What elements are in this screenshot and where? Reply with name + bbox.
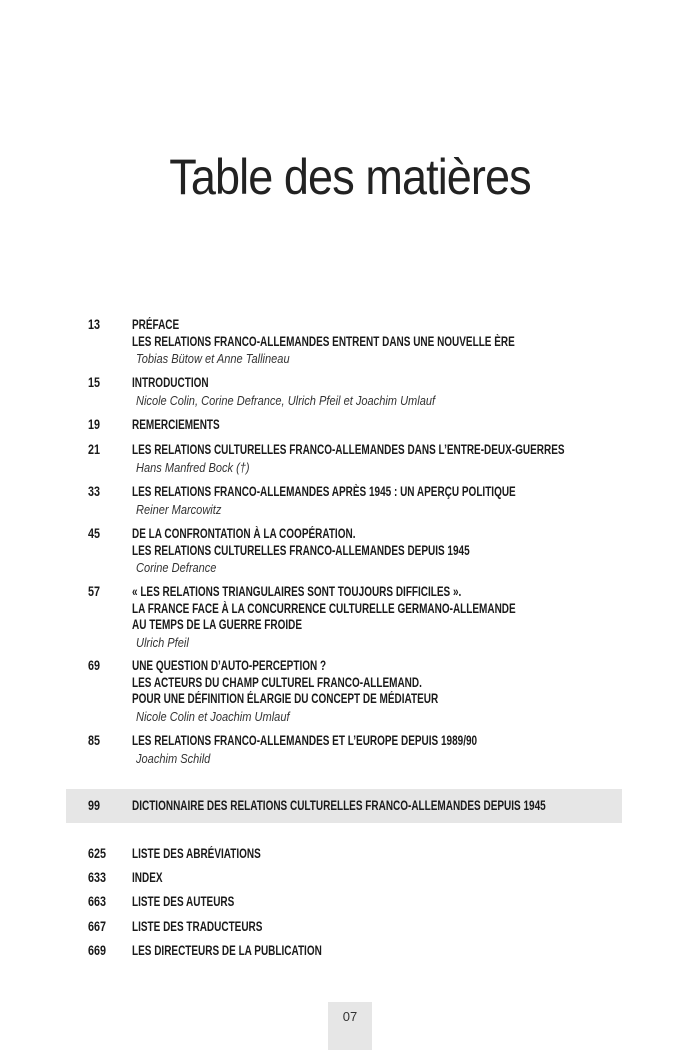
toc-entry-title: LES ACTEURS DU CHAMP CULTUREL FRANCO-ALLEMAND. xyxy=(132,674,422,690)
toc-entry-title: LA FRANCE FACE À LA CONCURRENCE CULTURELLE GERMANO-ALLEMANDE xyxy=(132,600,516,616)
toc-entry-author: Ulrich Pfeil xyxy=(136,634,189,650)
toc-entry-title: LISTE DES TRADUCTEURS xyxy=(132,919,263,934)
toc-entry-title: PRÉFACE xyxy=(132,317,180,332)
toc-entry-title: AU TEMPS DE LA GUERRE FROIDE xyxy=(132,617,303,632)
toc-page-number: 21 xyxy=(88,442,101,457)
toc-entry-title: UNE QUESTION D’AUTO-PERCEPTION ? xyxy=(132,658,327,673)
toc-page-number: 633 xyxy=(88,870,107,885)
toc-page-number: 33 xyxy=(88,484,101,499)
toc-page-number: 57 xyxy=(88,584,101,599)
toc-entry-title: « LES RELATIONS TRIANGULAIRES SONT TOUJOURS DIFFICILES ». xyxy=(132,584,462,599)
toc-page-number: 99 xyxy=(88,798,101,813)
toc-page-number: 663 xyxy=(88,894,107,909)
toc-entry-author: Nicole Colin, Corine Defrance, Ulrich Pfeil et Joachim Umlauf xyxy=(136,392,436,408)
toc-entry-title: DE LA CONFRONTATION À LA COOPÉRATION. xyxy=(132,526,356,541)
toc-entry-title: LES DIRECTEURS DE LA PUBLICATION xyxy=(132,943,322,958)
toc-entry-author: Tobias Bütow et Anne Tallineau xyxy=(136,351,290,366)
page-title: Table des matières xyxy=(169,149,531,205)
toc-entry-title: REMERCIEMENTS xyxy=(132,417,220,432)
toc-entry-title: LISTE DES ABRÉVIATIONS xyxy=(132,846,261,861)
toc-entry-title: LES RELATIONS CULTURELLES FRANCO-ALLEMANDES DEPUIS 1945 xyxy=(132,542,470,558)
toc-entry-title: INTRODUCTION xyxy=(132,375,209,390)
toc-page-number: 85 xyxy=(88,733,101,748)
toc-entry-title: LISTE DES AUTEURS xyxy=(132,894,235,909)
toc-page-number: 667 xyxy=(88,919,107,934)
toc-entry-title: LES RELATIONS FRANCO-ALLEMANDES APRÈS 1945 : UN APERÇU POLITIQUE xyxy=(132,484,516,499)
toc-page-number: 625 xyxy=(88,846,107,861)
toc-page-number: 19 xyxy=(88,417,101,432)
toc-entry-author: Nicole Colin et Joachim Umlauf xyxy=(136,708,290,724)
toc-page-number: 669 xyxy=(88,943,107,958)
toc-entry-title: POUR UNE DÉFINITION ÉLARGIE DU CONCEPT DE MÉDIATEUR xyxy=(132,691,439,706)
toc-page-number: 69 xyxy=(88,658,101,673)
toc-entry-title: INDEX xyxy=(132,870,163,885)
toc-entry-title: DICTIONNAIRE DES RELATIONS CULTURELLES FRANCO-ALLEMANDES DEPUIS 1945 xyxy=(132,798,546,813)
toc-page-number: 13 xyxy=(88,317,101,332)
toc-page-number: 15 xyxy=(88,375,101,390)
toc-entry-author: Joachim Schild xyxy=(136,750,211,766)
page-number: 07 xyxy=(328,1002,372,1050)
toc-entry-author: Corine Defrance xyxy=(136,560,217,575)
toc-entry-author: Reiner Marcowitz xyxy=(136,501,222,517)
toc-entry-title: LES RELATIONS FRANCO-ALLEMANDES ENTRENT DANS UNE NOUVELLE ÈRE xyxy=(132,333,515,349)
toc-entry-author: Hans Manfred Bock (†) xyxy=(136,459,250,475)
toc-page-number: 45 xyxy=(88,526,101,541)
toc-entry-title: LES RELATIONS CULTURELLES FRANCO-ALLEMANDES DANS L’ENTRE-DEUX-GUERRES xyxy=(132,442,565,457)
toc-entry-title: LES RELATIONS FRANCO-ALLEMANDES ET L’EUROPE DEPUIS 1989/90 xyxy=(132,733,478,748)
